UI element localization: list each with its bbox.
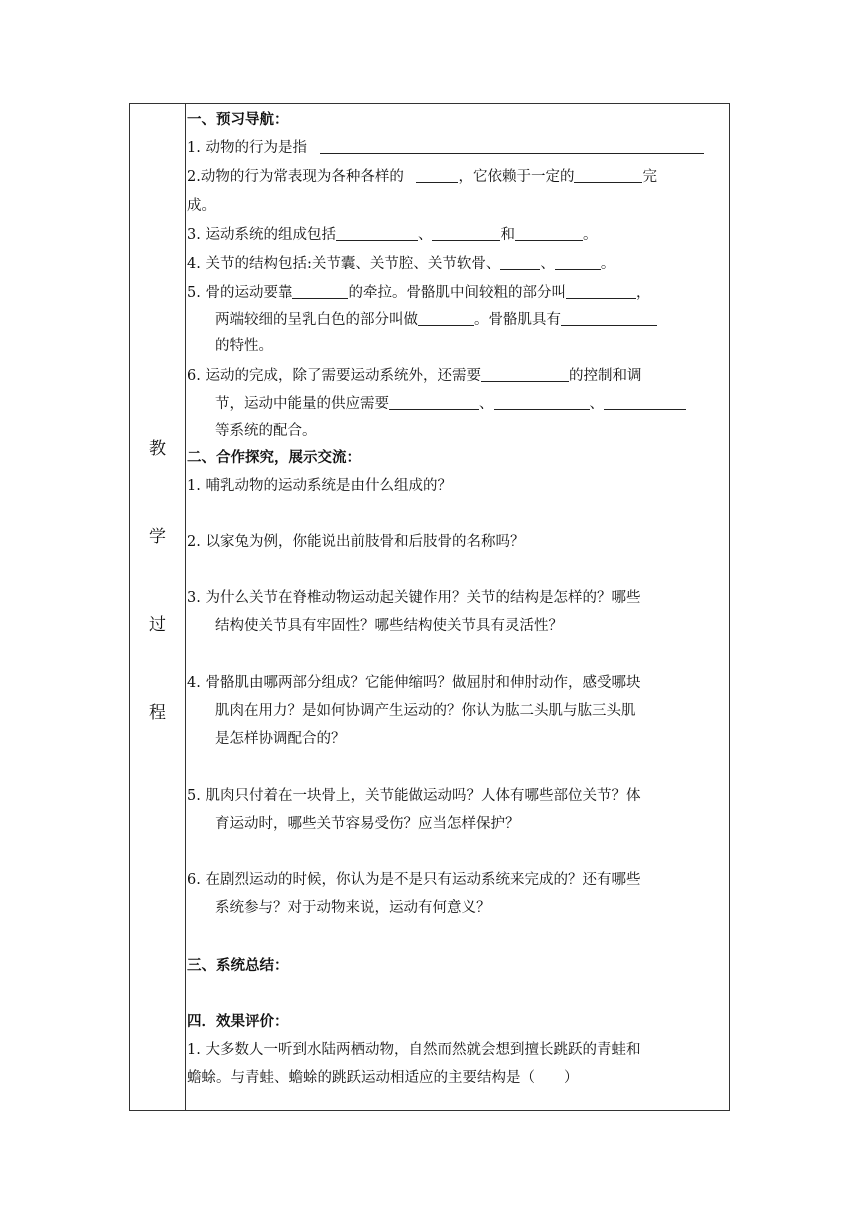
section-heading: 二、合作探究，展示交流： [187,449,361,466]
question-line [187,283,650,303]
question-text: 。骨骼肌具有 [474,312,561,328]
fill-blank[interactable] [432,225,500,241]
question-text: 、 [589,396,604,412]
question-text: ，它依赖于一定的 [458,169,575,185]
fill-blank[interactable] [320,138,704,154]
question-text: 、 [417,227,433,243]
question-line [187,225,597,245]
lesson-table [129,103,730,1111]
question-text: 3. 运动系统的组成包括 [187,227,336,243]
fill-blank[interactable] [418,310,474,326]
question-line [215,310,657,330]
question-line: 的特性。 [215,338,273,354]
question-text: 。 [582,227,598,243]
question-text: ， [635,285,651,301]
question-text: 。 [600,256,616,272]
fill-blank[interactable] [566,283,636,299]
question-line: 6. 在剧烈运动的时候，你认为是不是只有运动系统来完成的？还有哪些 [187,872,641,888]
fill-blank[interactable] [389,394,479,410]
question-text: 5. 骨的运动要靠 [187,285,293,301]
side-label-char: 过 [149,615,166,635]
fill-blank[interactable] [515,225,583,241]
side-label-char: 教 [149,439,166,459]
question-line: 是怎样协调配合的？ [215,731,346,747]
question-line [187,366,641,386]
question-text: 、 [540,256,555,272]
fill-blank[interactable] [494,394,590,410]
lesson-content [187,104,729,1110]
question-line: 2. 以家兔为例，你能说出前肢骨和后肢骨的名称吗？ [187,534,525,550]
question-line: 4. 骨骼肌由哪两部分组成？它能伸缩吗？做屈肘和伸肘动作，感受哪块 [187,675,641,691]
section-heading: 一、预习导航： [187,111,289,128]
question-text: 节，运动中能量的供应需要 [215,396,389,412]
side-label-char: 程 [149,703,166,723]
fill-blank[interactable] [292,283,348,299]
question-text: 6. 运动的完成，除了需要运动系统外，还需要 [187,368,481,384]
question-line: 等系统的配合。 [215,423,317,439]
fill-blank[interactable] [574,167,642,183]
fill-blank[interactable] [500,254,540,270]
question-text: 1. 动物的行为是指 [187,140,307,156]
question-line [187,167,657,187]
question-line: 育运动时，哪些关节容易受伤？应当怎样保护？ [215,816,520,832]
question-text: 2.动物的行为常表现为各种各样的 [187,169,404,185]
question-line [187,254,615,274]
fill-blank[interactable] [416,167,458,183]
fill-blank[interactable] [555,254,601,270]
question-text: 和 [500,227,515,243]
question-text: 的牵拉。骨骼肌中间较粗的部分叫 [348,285,566,301]
side-label-char: 学 [149,527,166,547]
section-heading: 三、系统总结： [187,957,289,974]
question-line: 5. 肌肉只付着在一块骨上，关节能做运动吗？人体有哪些部位关节？体 [187,788,641,804]
question-line: 成。 [187,198,216,214]
fill-blank[interactable] [604,394,686,410]
fill-blank[interactable] [336,225,418,241]
question-line: 1. 大多数人一听到水陆两栖动物，自然而然就会想到擅长跳跃的青蛙和 [187,1042,641,1058]
section-heading: 四．效果评价： [187,1013,289,1030]
fill-blank[interactable] [481,366,569,382]
question-line: 1. 哺乳动物的运动系统是由什么组成的？ [187,478,452,494]
question-text: 、 [479,396,494,412]
question-line: 结构使关节具有牢固性？哪些结构使关节具有灵活性？ [215,618,563,634]
question-text: 4. 关节的结构包括:关节囊、关节腔、关节软骨、 [187,256,501,272]
question-line [187,138,704,158]
question-line: 肌肉在用力？是如何协调产生运动的？你认为肱二头肌与肱三头肌 [215,703,636,719]
question-text: 的控制和调 [568,368,642,384]
question-line: 3. 为什么关节在脊椎动物运动起关键作用？关节的结构是怎样的？哪些 [187,590,641,606]
question-text: 两端较细的呈乳白色的部分叫做 [215,312,418,328]
question-line: 蟾蜍。与青蛙、蟾蜍的跳跃运动相适应的主要结构是（ ） [187,1070,579,1086]
fill-blank[interactable] [561,310,657,326]
side-label-column [130,104,186,1110]
question-line: 系统参与？对于动物来说，运动有何意义？ [215,900,491,916]
question-line [215,394,686,414]
question-text: 完 [642,169,657,185]
